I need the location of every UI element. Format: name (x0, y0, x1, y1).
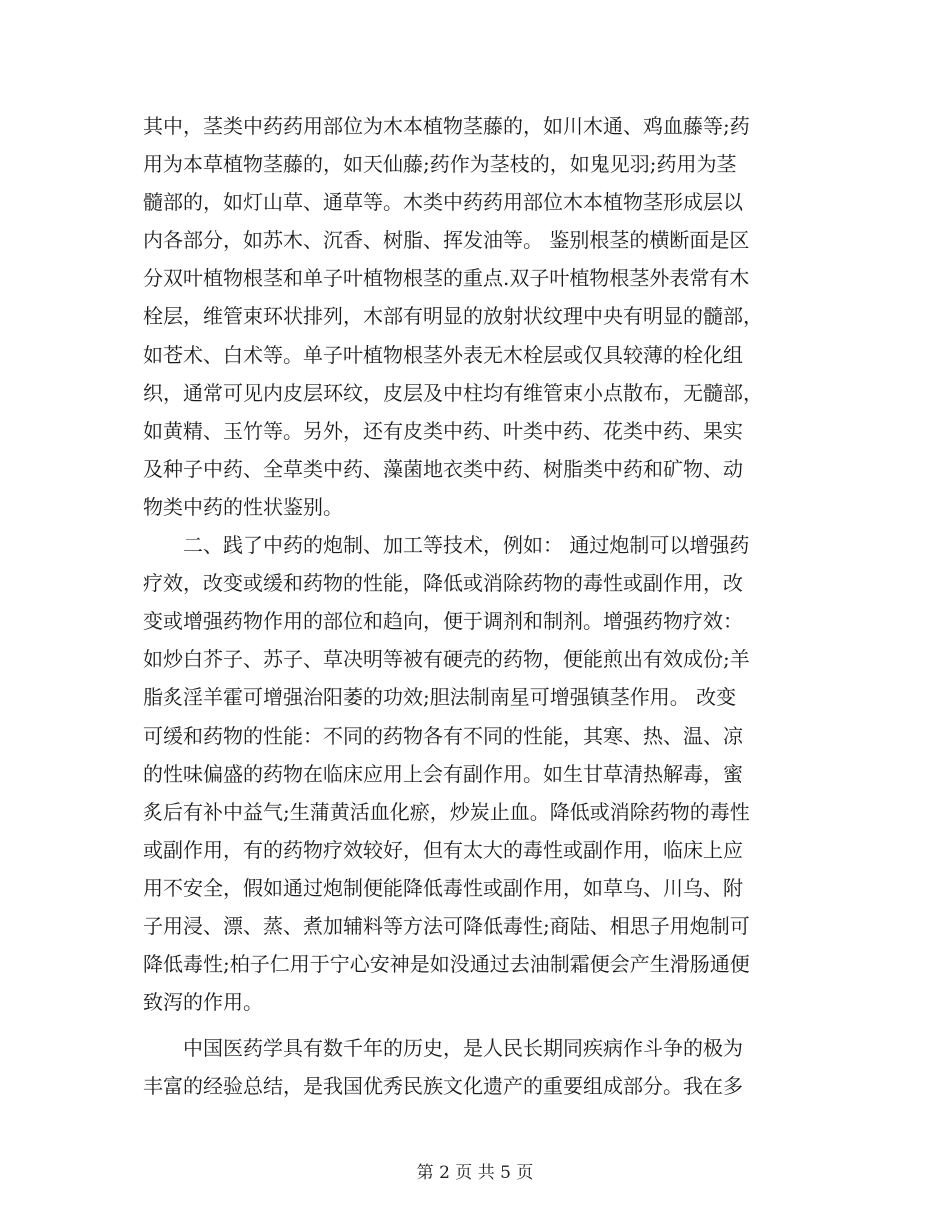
text-line: 如黄精、玉竹等。另外，还有皮类中药、叶类中药、花类中药、果实 (143, 418, 743, 443)
text-line: 致泻的作用。 (143, 990, 263, 1015)
text-line: 或副作用，有的药物疗效较好，但有太大的毒性或副作用，临床上应 (143, 837, 743, 862)
text-line: 内各部分，如苏木、沉香、树脂、挥发油等。 鉴别根茎的横断面是区 (143, 228, 750, 253)
text-line: 栓层，维管束环状排列，木部有明显的放射状纹理中央有明显的髓部， (143, 304, 763, 329)
text-line: 脂炙淫羊霍可增强治阳萎的功效;胆法制南星可增强镇茎作用。 改变 (143, 685, 737, 710)
text-line: 二、践了中药的炮制、加工等技术，例如： 通过炮制可以增强药 (143, 533, 750, 558)
text-line: 可缓和药物的性能：不同的药物各有不同的性能，其寒、热、温、凉 (143, 723, 743, 748)
text-line: 用不安全，假如通过炮制便能降低毒性或副作用，如草乌、川乌、附 (143, 875, 743, 900)
text-line: 髓部的，如灯山草、通草等。木类中药药用部位木本植物茎形成层以 (143, 190, 743, 215)
text-line: 其中，茎类中药药用部位为木本植物茎藤的，如川木通、鸡血藤等;药 (143, 114, 750, 138)
text-line: 织，通常可见内皮层环纹，皮层及中柱均有维管束小点散布，无髓部， (143, 380, 763, 405)
body-text (143, 107, 807, 1105)
text-line: 丰富的经验总结，是我国优秀民族文化遗产的重要组成部分。我在多 (143, 1074, 743, 1099)
text-line: 用为本草植物茎藤的，如天仙藤;药作为茎枝的，如鬼见羽;药用为茎 (143, 152, 737, 177)
paragraph-gap (143, 1021, 807, 1029)
text-line: 炙后有补中益气;生蒲黄活血化瘀，炒炭止血。降低或消除药物的毒性 (143, 799, 750, 824)
text-line: 及种子中药、全草类中药、藻菌地衣类中药、树脂类中药和矿物、动 (143, 456, 743, 481)
text-line: 物类中药的性状鉴别。 (143, 494, 343, 519)
text-line: 降低毒性;柏子仁用于宁心安神是如没通过去油制霜便会产生滑肠通便 (143, 952, 750, 977)
text-line: 疗效，改变或缓和药物的性能，降低或消除药物的毒性或副作用，改 (143, 571, 743, 596)
text-line: 分双叶植物根茎和单子叶植物根茎的重点.双子叶植物根茎外表常有木 (143, 266, 750, 291)
page-footer: 第 2 页 共 5 页 (416, 1163, 534, 1183)
text-line: 中国医药学具有数千年的历史，是人民长期同疾病作斗争的极为 (143, 1036, 743, 1061)
text-line: 子用浸、漂、蒸、煮加辅料等方法可降低毒性;商陆、相思子用炮制可 (143, 913, 750, 938)
text-line: 变或增强药物作用的部位和趋向，便于调剂和制剂。增强药物疗效： (143, 609, 743, 634)
text-line: 的性味偏盛的药物在临床应用上会有副作用。如生甘草清热解毒，蜜 (143, 761, 743, 786)
text-line: 如炒白芥子、苏子、草决明等被有硬壳的药物，便能煎出有效成份;羊 (143, 647, 750, 672)
text-line: 如苍术、白术等。单子叶植物根茎外表无木栓层或仅具较薄的栓化组 (143, 342, 743, 367)
